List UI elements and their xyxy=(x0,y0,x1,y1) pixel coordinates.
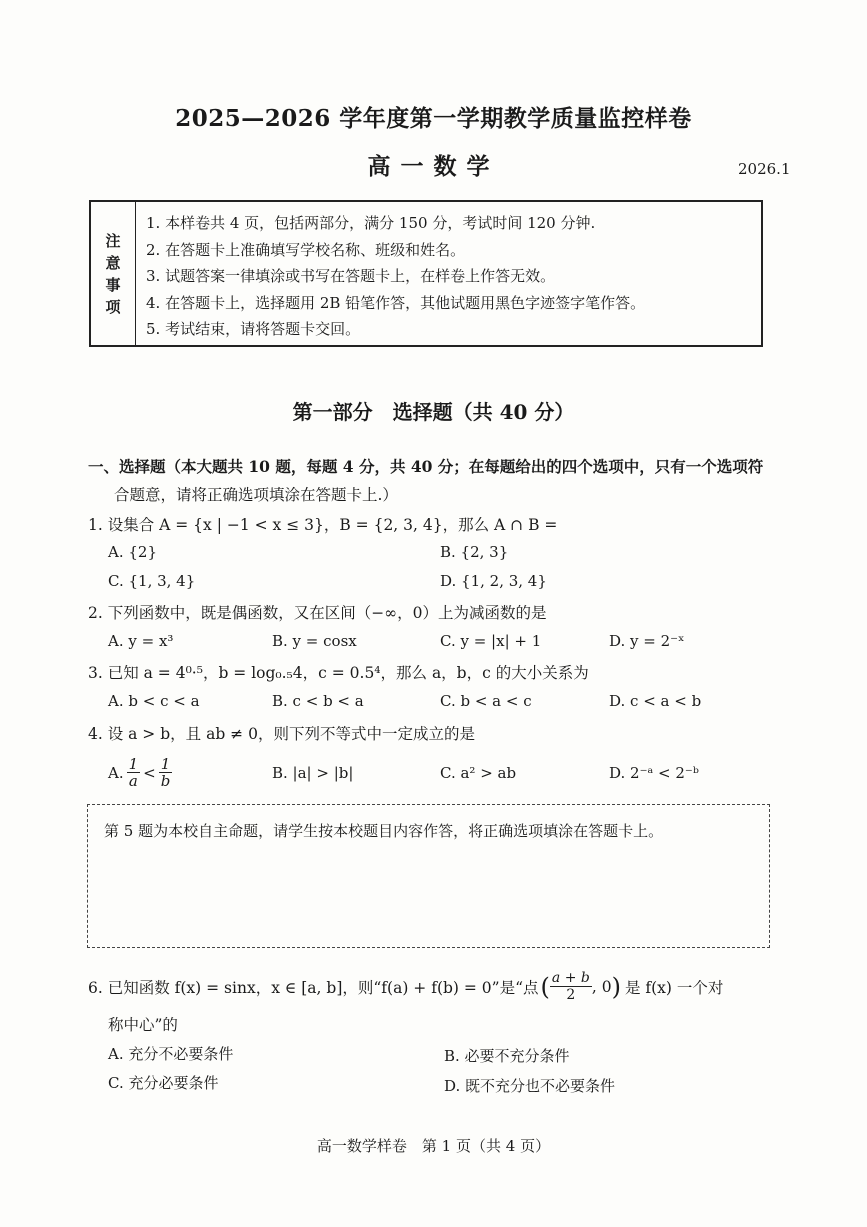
fraction-a-plus-b-over-2 xyxy=(550,970,592,1003)
fraction-numerator: 1 xyxy=(160,755,171,773)
question-1-option-a: A. {2} xyxy=(108,543,157,561)
question-6-option-d: D. 既不充分也不必要条件 xyxy=(444,1077,616,1095)
notice-item: 4. 在答题卡上，选择题用 2B 铅笔作答，其他试题用黑色字迹签字笔作答。 xyxy=(146,293,646,312)
notice-item: 2. 在答题卡上准确填写学校名称、班级和姓名。 xyxy=(146,240,466,259)
fraction-1-over-b xyxy=(159,756,173,789)
exam-title: 2025—2026 学年度第一学期教学质量监控样卷 xyxy=(175,105,692,132)
notice-item: 1. 本样卷共 4 页，包括两部分，满分 150 分，考试时间 120 分钟. xyxy=(146,214,596,232)
instruction-line-1: 一、选择题（本大题共 10 题，每题 4 分，共 40 分；在每题给出的四个选项中，只有一个选项符 xyxy=(88,457,764,476)
option-a-prefix: A. xyxy=(108,763,124,782)
question-3-option-c: C. b < a < c xyxy=(440,692,532,710)
question-6-stem xyxy=(88,970,723,1003)
notice-label-char: 事 xyxy=(105,275,121,294)
question-2-stem: 2. 下列函数中，既是偶函数，又在区间（−∞，0）上为减函数的是 xyxy=(88,604,547,622)
notice-list xyxy=(146,210,645,343)
notice-box xyxy=(89,200,763,347)
option-a-relation: < xyxy=(143,763,156,782)
question-4-option-b: B. |a| > |b| xyxy=(272,764,354,782)
fraction-denominator: a xyxy=(128,772,138,790)
question-3-stem: 3. 已知 a = 4⁰·⁵，b = log₀.₅4，c = 0.5⁴，那么 a，b，c 的大小关系为 xyxy=(88,664,589,682)
left-paren: ( xyxy=(540,972,550,1001)
notice-label xyxy=(91,202,136,345)
question-5-note: 第 5 题为本校自主命题，请学生按本校题目内容作答，将正确选项填涂在答题卡上。 xyxy=(104,822,664,840)
question-2-option-a: A. y = x³ xyxy=(108,632,174,650)
question-6-option-a: A. 充分不必要条件 xyxy=(108,1045,234,1063)
question-6-stem-part-3: 是 f(x) 一个对 xyxy=(624,978,724,997)
instruction-line-2: 合题意，请将正确选项填涂在答题卡上.） xyxy=(114,486,398,504)
question-6-option-c: C. 充分必要条件 xyxy=(108,1074,219,1092)
notice-label-char: 注 xyxy=(105,231,121,250)
notice-label-char: 意 xyxy=(105,253,121,272)
question-6-stem-part-1: 6. 已知函数 f(x) = sinx，x ∈ [a, b]，则“f(a) + f(b) = 0”是“点 xyxy=(88,978,539,997)
notice-label-char: 项 xyxy=(105,297,121,316)
question-6-stem-line-2: 称中心”的 xyxy=(108,1016,178,1034)
fraction-1-over-a xyxy=(127,756,141,789)
exam-date: 2026.1 xyxy=(738,160,791,178)
question-6-option-b: B. 必要不充分条件 xyxy=(444,1047,570,1065)
question-2-option-c: C. y = |x| + 1 xyxy=(440,632,542,650)
question-1-stem: 1. 设集合 A = {x | −1 < x ≤ 3}，B = {2, 3, 4}，那么 A ∩ B = xyxy=(88,516,558,534)
page-footer: 高一数学样卷 第 1 页（共 4 页） xyxy=(316,1137,551,1155)
question-4-option-a xyxy=(108,756,172,789)
fraction-numerator: 1 xyxy=(128,755,139,773)
question-2-option-d: D. y = 2⁻ˣ xyxy=(609,632,685,650)
question-3-option-b: B. c < b < a xyxy=(272,692,364,710)
question-4-stem: 4. 设 a > b，且 ab ≠ 0，则下列不等式中一定成立的是 xyxy=(88,725,475,743)
fraction-denominator: 2 xyxy=(566,987,576,1003)
notice-item: 3. 试题答案一律填涂或书写在答题卡上，在样卷上作答无效。 xyxy=(146,267,556,285)
question-1-option-d: D. {1, 2, 3, 4} xyxy=(440,572,547,590)
question-2-option-b: B. y = cosx xyxy=(272,632,357,650)
notice-item: 5. 考试结束，请将答题卡交回。 xyxy=(146,320,361,338)
fraction-numerator: a + b xyxy=(551,970,590,986)
question-6-stem-part-2: , 0 xyxy=(591,977,612,996)
fraction-denominator: b xyxy=(160,772,171,790)
section-title: 第一部分 选择题（共 40 分） xyxy=(292,400,575,424)
right-paren: ) xyxy=(611,972,621,1001)
exam-subject: 高一数学 xyxy=(367,153,500,180)
question-4-option-c: C. a² > ab xyxy=(440,764,517,782)
question-3-option-d: D. c < a < b xyxy=(609,692,702,710)
section-instruction xyxy=(88,452,763,510)
question-1-option-b: B. {2, 3} xyxy=(440,543,509,561)
question-4-option-d: D. 2⁻ᵃ < 2⁻ᵇ xyxy=(609,764,699,782)
question-1-option-c: C. {1, 3, 4} xyxy=(108,572,196,590)
question-3-option-a: A. b < c < a xyxy=(108,692,200,710)
